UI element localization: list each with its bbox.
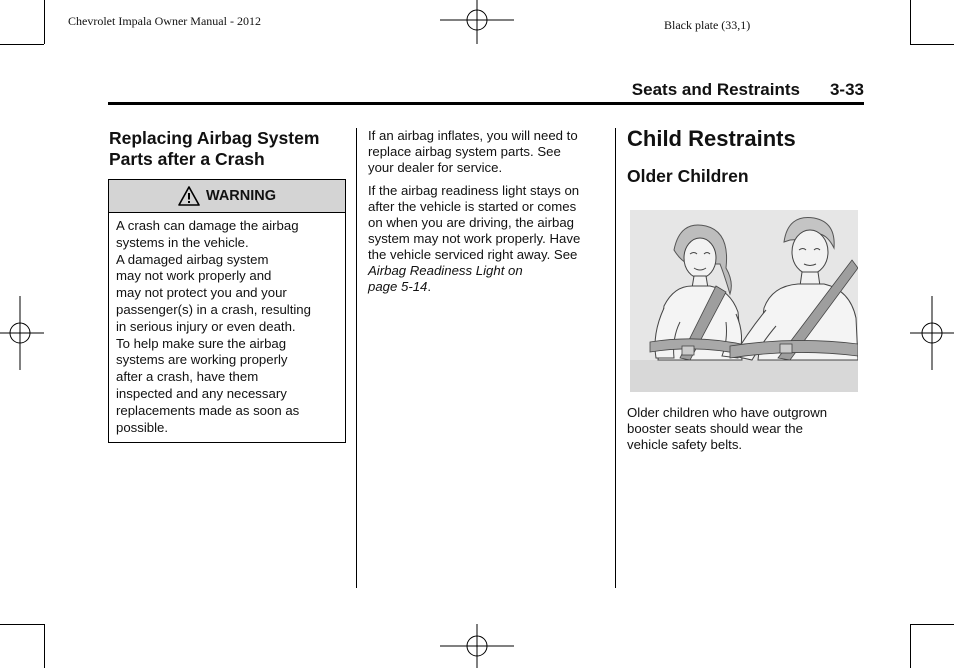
registration-mark-bottom [440, 624, 514, 668]
section-name: Seats and Restraints [631, 80, 800, 99]
crop-mark [910, 624, 954, 625]
crop-mark [0, 624, 44, 625]
plate-label: Black plate (33,1) [664, 18, 751, 32]
warning-line: possible. [116, 419, 169, 435]
running-head [632, 80, 864, 100]
manual-title: Chevrolet Impala Owner Manual - 2012 [68, 14, 261, 28]
sentence-end: . [427, 279, 432, 294]
page-title: Child Restraints [627, 126, 796, 151]
warning-line: A crash can damage the airbag [116, 218, 299, 233]
crop-mark [44, 624, 45, 668]
illustration-caption [627, 405, 827, 453]
crop-mark [910, 44, 954, 45]
subsection-heading: Older Children [627, 166, 749, 186]
text-line: the vehicle serviced right away. See [368, 247, 578, 262]
heading-line: Parts after a Crash [109, 149, 265, 169]
warning-line: after a crash, have them [116, 369, 259, 385]
registration-mark-top [440, 0, 514, 44]
caption-line: Older children who have outgrown [627, 405, 828, 420]
crop-mark [910, 0, 911, 44]
cross-reference-page[interactable]: page 5-14 [368, 279, 428, 294]
warning-line: replacements made as soon as [116, 402, 300, 418]
warning-label: WARNING [205, 188, 277, 204]
crop-mark [0, 44, 44, 45]
page-number: 3-33 [829, 80, 864, 99]
registration-mark-right [910, 296, 954, 370]
paragraph [368, 183, 580, 295]
heading-line: Replacing Airbag System [109, 128, 320, 148]
text-line: your dealer for service. [368, 160, 503, 175]
warning-line: inspected and any necessary [116, 385, 287, 401]
crop-mark [910, 624, 911, 668]
warning-icon [178, 186, 200, 206]
column-divider [356, 128, 357, 588]
warning-text [109, 213, 345, 436]
two-children-seatbelt-illustration [630, 210, 858, 392]
header-rule [108, 102, 864, 105]
caption-line: booster seats should wear the [627, 421, 803, 436]
warning-box [108, 179, 346, 443]
cross-reference-link[interactable]: Airbag Readiness Light on [368, 263, 523, 278]
column-divider [615, 128, 616, 588]
warning-line: may not work properly and [116, 268, 272, 284]
section-heading [109, 128, 319, 170]
text-line: on when you are driving, the airbag [368, 215, 575, 230]
warning-line: To help make sure the airbag [116, 335, 287, 351]
text-line: If the airbag readiness light stays on [368, 183, 580, 198]
text-line: replace airbag system parts. See [368, 144, 561, 159]
warning-line: in serious injury or even death. [116, 318, 296, 334]
crop-mark [44, 0, 45, 44]
warning-line: systems are working properly [116, 352, 288, 368]
warning-line: passenger(s) in a crash, resulting [116, 301, 311, 317]
text-line: system may not work properly. Have [368, 231, 581, 246]
text-line: If an airbag inflates, you will need to [368, 128, 578, 143]
warning-line: A damaged airbag system [116, 251, 269, 267]
warning-line: may not protect you and your [116, 285, 287, 301]
paragraph [368, 128, 578, 176]
registration-mark-left [0, 296, 44, 370]
warning-header [109, 180, 345, 213]
warning-line: systems in the vehicle. [116, 234, 249, 250]
caption-line: vehicle safety belts. [627, 437, 743, 452]
text-line: after the vehicle is started or comes [368, 199, 577, 214]
